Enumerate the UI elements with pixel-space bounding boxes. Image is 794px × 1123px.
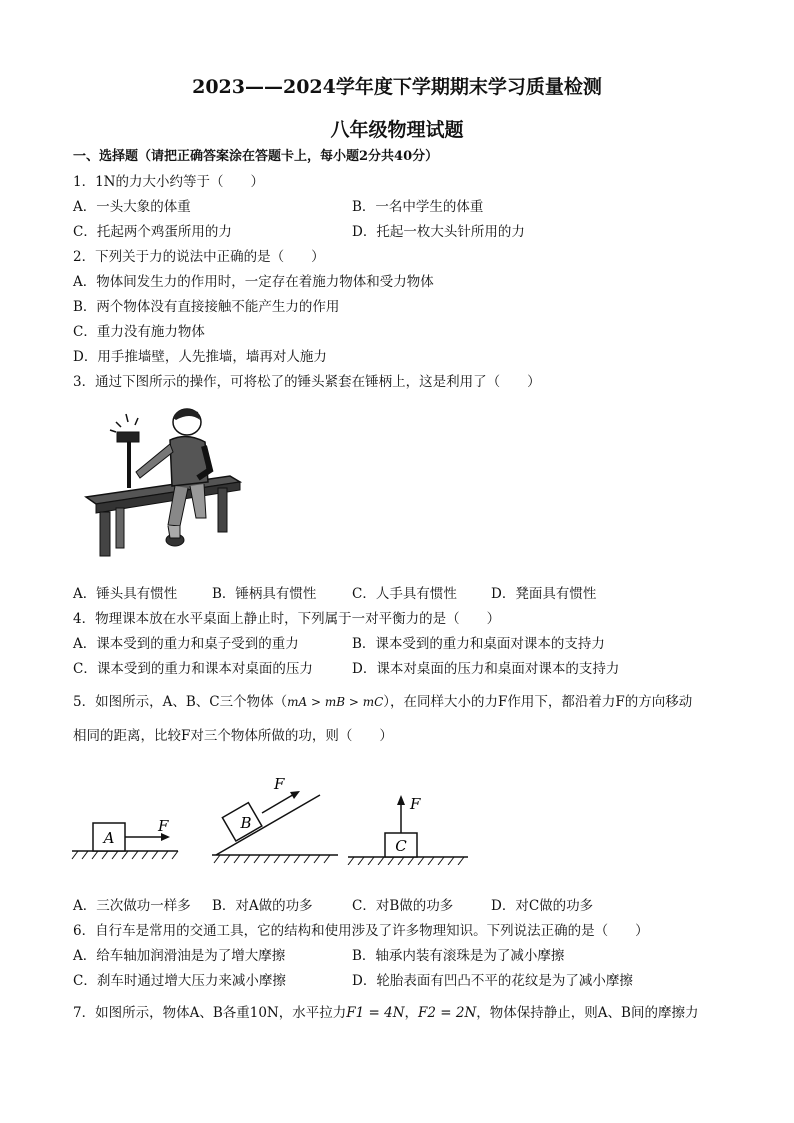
hammer-bench-figure — [80, 400, 250, 565]
q7-stem-part2: ，物体保持静止，则A、B间的摩擦力 — [476, 1005, 699, 1021]
section-heading: 一、选择题（请把正确答案涂在答题卡上，每小题2分共40分） — [73, 149, 439, 164]
label-c: C — [395, 837, 407, 855]
exam-subtitle: 八年级物理试题 — [330, 119, 464, 141]
q6-option-c: C．刹车时通过增大压力来减小摩擦 — [73, 973, 286, 989]
label-f-a: F — [158, 817, 169, 835]
panel-c — [348, 795, 468, 865]
q2-option-d: D．用手推墙壁，人先推墙，墙再对人施力 — [73, 349, 327, 365]
q2-option-b: B．两个物体没有直接接触不能产生力的作用 — [73, 299, 340, 315]
q5-option-d: D．对C做的功多 — [491, 898, 594, 914]
q7-f2: F2 = 2N — [418, 1005, 477, 1021]
q3-option-c: C．人手具有惯性 — [352, 586, 457, 602]
q4-option-a: A．课本受到的重力和桌子受到的重力 — [73, 636, 299, 652]
panel-b — [212, 775, 338, 863]
q3-option-d: D．凳面具有惯性 — [491, 586, 597, 602]
q5-stem-part1: 5．如图所示，A、B、C三个物体（ — [73, 694, 288, 710]
q6-option-d: D．轮胎表面有凹凸不平的花纹是为了减小摩擦 — [352, 973, 633, 989]
q5-option-b: B．对A做的功多 — [212, 898, 313, 914]
q6-stem: 6．自行车是常用的交通工具，它的结构和使用涉及了许多物理知识。下列说法正确的是（ ） — [73, 923, 649, 939]
q1-stem: 1．1N的力大小约等于（ ） — [73, 174, 264, 190]
panel-a — [72, 817, 178, 859]
q1-option-c: C．托起两个鸡蛋所用的力 — [73, 224, 232, 240]
q2-option-c: C．重力没有施力物体 — [73, 324, 205, 340]
label-f-c: F — [410, 795, 421, 813]
q7-sep: ， — [404, 1005, 419, 1021]
q7-stem-part1: 7．如图所示，物体A、B各重10N，水平拉力 — [73, 1005, 347, 1021]
q4-option-d: D．课本对桌面的压力和桌面对课本的支持力 — [352, 661, 620, 677]
q6-option-b: B．轴承内装有滚珠是为了减小摩擦 — [352, 948, 565, 964]
force-diagrams-figure — [70, 755, 475, 865]
q4-option-c: C．课本受到的重力和课本对桌面的压力 — [73, 661, 313, 677]
q1-option-d: D．托起一枚大头针所用的力 — [352, 224, 525, 240]
q3-option-b: B．锤柄具有惯性 — [212, 586, 317, 602]
q7-stem — [73, 1004, 698, 1022]
label-b: B — [240, 814, 252, 832]
q5-stem-part2: ），在同样大小的力F作用下，都沿着力F的方向移动 — [383, 694, 693, 710]
q5-stem — [73, 693, 692, 711]
label-a: A — [103, 829, 115, 847]
q3-option-a: A．锤头具有惯性 — [73, 586, 178, 602]
q5-stem-line2: 相同的距离，比较F对三个物体所做的功，则（ ） — [73, 728, 393, 744]
q2-option-a: A．物体间发生力的作用时，一定存在着施力物体和受力物体 — [73, 274, 434, 290]
q5-option-c: C．对B做的功多 — [352, 898, 454, 914]
q2-stem: 2．下列关于力的说法中正确的是（ ） — [73, 249, 325, 265]
q4-option-b: B．课本受到的重力和桌面对课本的支持力 — [352, 636, 605, 652]
q4-stem: 4．物理课本放在水平桌面上静止时，下列属于一对平衡力的是（ ） — [73, 611, 501, 627]
q1-option-a: A．一头大象的体重 — [73, 199, 191, 215]
q1-option-b: B．一名中学生的体重 — [352, 199, 484, 215]
q5-mass-relation: mA > mB > mC — [287, 695, 384, 709]
q6-option-a: A．给车轴加润滑油是为了增大摩擦 — [73, 948, 286, 964]
q7-f1: F1 = 4N — [346, 1005, 405, 1021]
q3-stem: 3．通过下图所示的操作，可将松了的锤头紧套在锤柄上，这是利用了（ ） — [73, 374, 541, 390]
label-f-b: F — [274, 775, 285, 793]
q5-option-a: A．三次做功一样多 — [73, 898, 191, 914]
exam-title: 2023——2024学年度下学期期末学习质量检测 — [192, 76, 602, 98]
